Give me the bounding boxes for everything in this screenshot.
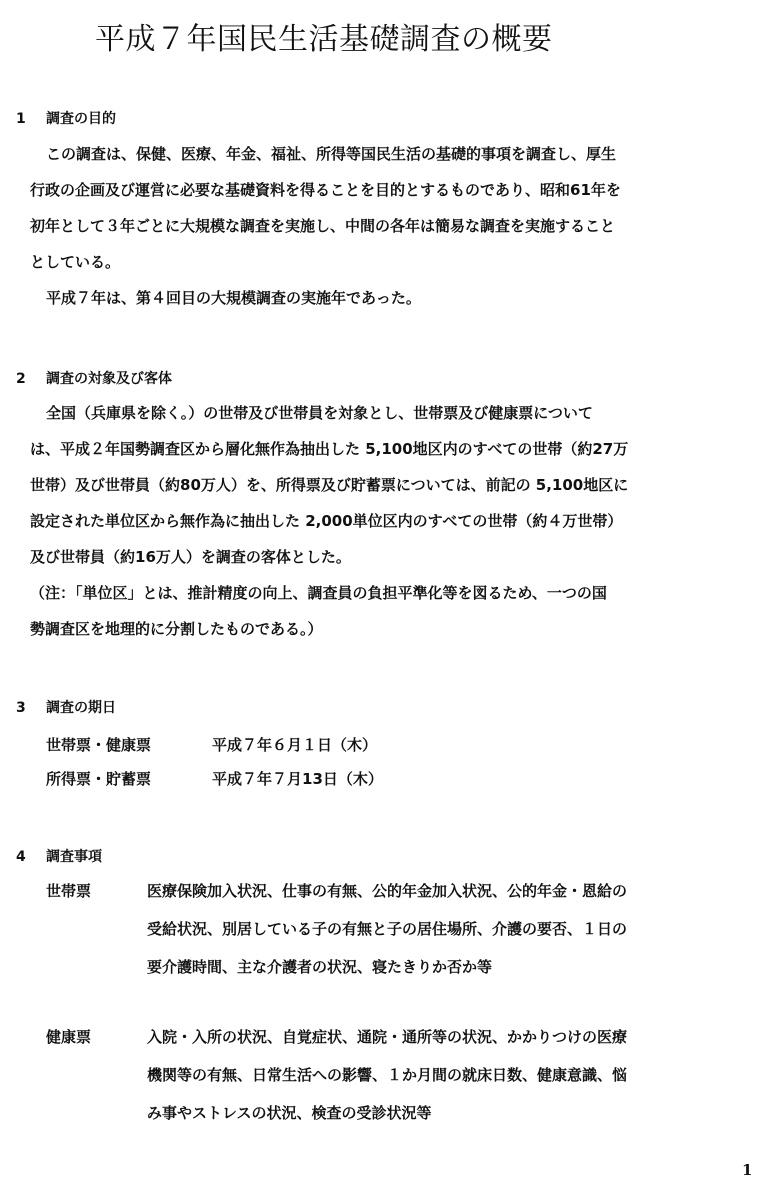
section-2-body xyxy=(30,395,710,647)
note-line: （注：「単位区」とは、推計精度の向上、調査員の負担平準化等を図るため、一つの国 xyxy=(30,584,607,602)
date-row-value: 平成７年７月13日（木） xyxy=(212,770,383,788)
section-title: 調査の期日 xyxy=(46,700,116,716)
section-title: 調査事項 xyxy=(46,849,102,865)
section-number: 1 xyxy=(16,111,26,127)
date-row xyxy=(46,762,383,796)
date-row xyxy=(46,728,377,762)
content-line: 医療保険加入状況、仕事の有無、公的年金加入状況、公的年金・恩給の xyxy=(147,882,628,900)
section-3-heading xyxy=(16,697,116,717)
date-row-label: 世帯票・健康票 xyxy=(46,736,152,754)
survey-item-label: 世帯票 xyxy=(46,882,92,900)
note-line: 勢調査区を地理的に分割したものである。） xyxy=(30,620,323,638)
section-number: 4 xyxy=(16,849,26,865)
content-line: 受給状況、別居している子の有無と子の居住場所、介護の要否、１日の xyxy=(147,920,628,938)
page-title: 平成７年国民生活基礎調査の概要 xyxy=(95,22,553,57)
date-row-value: 平成７年６月１日（木） xyxy=(212,736,378,754)
paragraph-line: は、平成２年国勢調査区から層化無作為抽出した 5,100地区内のすべての世帯（約27万 xyxy=(30,440,629,458)
paragraph-line: 世帯）及び世帯員（約80万人）を、所得票及び貯蓄票については、前記の 5,100地区に xyxy=(30,476,629,494)
section-title: 調査の目的 xyxy=(46,111,116,127)
survey-item-content xyxy=(147,872,727,986)
content-line: み事やストレスの状況、検査の受診状況等 xyxy=(147,1104,432,1122)
section-number: 2 xyxy=(16,371,26,387)
section-title: 調査の対象及び客体 xyxy=(46,371,172,387)
paragraph-line: この調査は、保健、医療、年金、福祉、所得等国民生活の基礎的事項を調査し、厚生 xyxy=(46,145,617,163)
survey-item-content xyxy=(147,1018,727,1132)
section-number: 3 xyxy=(16,700,26,716)
paragraph-line: 行政の企画及び運営に必要な基礎資料を得ることを目的とするものであり、昭和61年を xyxy=(30,181,621,199)
paragraph-line: としている。 xyxy=(30,253,121,271)
paragraph-line: 平成７年は、第４回目の大規模調査の実施年であった。 xyxy=(46,289,421,307)
section-1-heading xyxy=(16,108,116,128)
content-line: 要介護時間、主な介護者の状況、寝たきりか否か等 xyxy=(147,958,493,976)
content-line: 機関等の有無、日常生活への影響、１か月間の就床日数、健康意識、悩 xyxy=(147,1066,628,1084)
page-number: 1 xyxy=(742,1161,753,1179)
date-row-label: 所得票・貯蓄票 xyxy=(46,770,152,788)
section-1-body xyxy=(30,136,710,316)
paragraph-line: 全国（兵庫県を除く。）の世帯及び世帯員を対象とし、世帯票及び健康票について xyxy=(46,404,593,422)
section-2-heading xyxy=(16,368,172,388)
paragraph-line: 設定された単位区から無作為に抽出した 2,000単位区内のすべての世帯（約４万世帯） xyxy=(30,512,623,530)
content-line: 入院・入所の状況、自覚症状、通院・通所等の状況、かかりつけの医療 xyxy=(147,1028,628,1046)
survey-item-label: 健康票 xyxy=(46,1028,92,1046)
paragraph-line: 及び世帯員（約16万人）を調査の客体とした。 xyxy=(30,548,351,566)
section-4-heading xyxy=(16,846,102,866)
paragraph-line: 初年として３年ごとに大規模な調査を実施し、中間の各年は簡易な調査を実施すること xyxy=(30,217,616,235)
